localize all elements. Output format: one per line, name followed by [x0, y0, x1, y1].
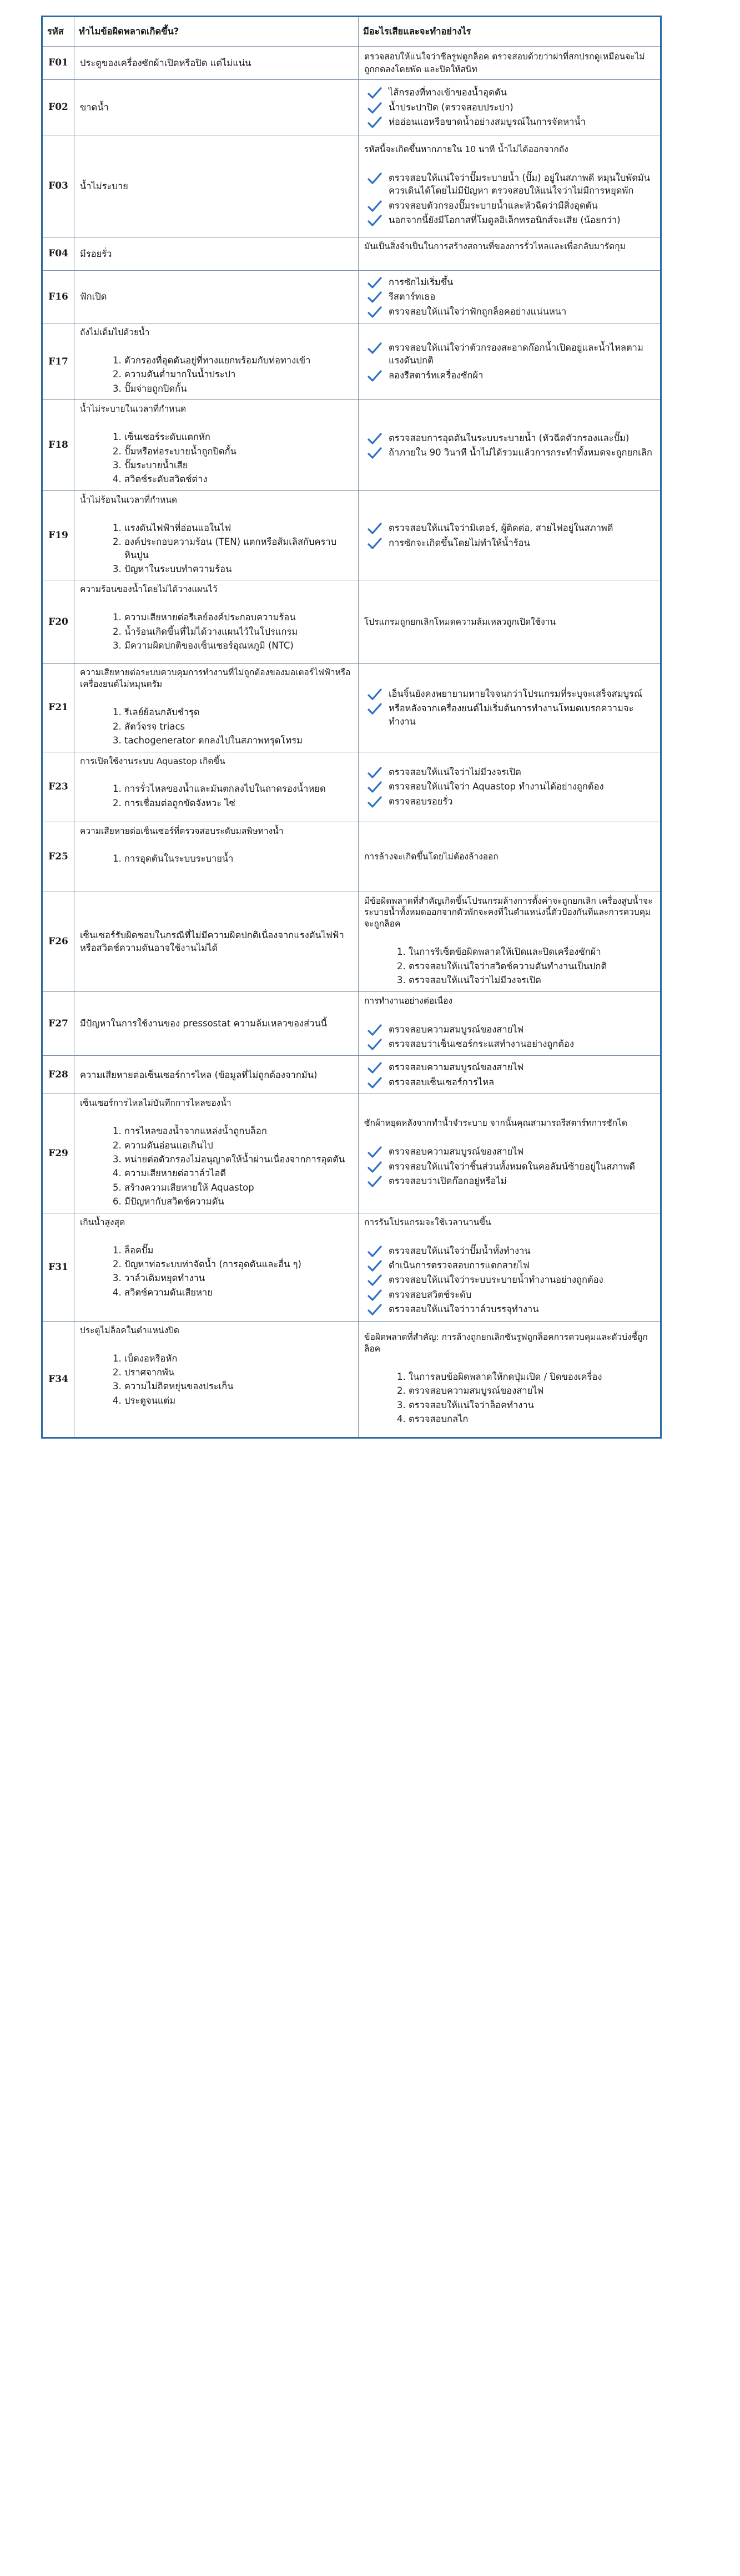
table-row: [42, 580, 661, 664]
fix-text: ตรวจสอบให้แน่ใจว่าซีลรูฟตูกล็อค ตรวจสอบด้วยว่าฝาที่สกปรกดูเหมือนจะไม่ถูกกดลงโดยพัด และปิดให้สนิท: [364, 52, 645, 75]
fix-checklist: [364, 276, 655, 318]
cause-list-item: 1. การอุดตันในระบบระบายน้ำ: [124, 852, 353, 865]
cause-text: น้ำไม่ระบาย: [80, 180, 128, 191]
cause-list-item: 2. ปราศจากพัน: [124, 1366, 353, 1379]
fix-check-item: [364, 687, 655, 700]
fix-check-item: [364, 1175, 655, 1187]
cause-lead: ประตูไม่ล็อคในตำแหน่งปิด: [80, 1325, 179, 1335]
fix-check-text: ตรวจสอบให้แน่ใจว่าตัวกรองสะอาดก๊อกน้ำเปิดอยู่และน้ำไหลตามแรงดันปกติ: [389, 342, 643, 366]
check-icon: [368, 1303, 382, 1317]
spacer: [80, 417, 353, 429]
fix-cell: [359, 892, 661, 991]
cause-cell: [74, 1056, 359, 1094]
cause-lead: ความร้อนของน้ำโดยไม่ได้วางแผนไว้: [80, 584, 218, 595]
fix-cell: [359, 752, 661, 822]
error-code-cell: F23: [42, 752, 74, 822]
cause-text: มีรอยรั่ว: [80, 248, 112, 259]
cause-cell: [74, 892, 359, 991]
cause-list: [80, 522, 353, 576]
fix-check-text: ตรวจสอบรอยรั่ว: [389, 796, 453, 807]
fix-list: [364, 945, 655, 986]
error-code-cell: F34: [42, 1321, 74, 1438]
check-icon: [368, 1161, 382, 1174]
fix-check-text: ไส้กรองที่ทางเข้าของน้ำอุดตัน: [389, 87, 507, 98]
fix-check-text: การซักไม่เริ่มขึ้น: [389, 276, 454, 287]
cause-list: [80, 706, 353, 747]
error-code-cell: F31: [42, 1213, 74, 1321]
cause-list: [80, 1244, 353, 1299]
spacer: [364, 1131, 655, 1143]
table-row: [42, 752, 661, 822]
spacer: [80, 692, 353, 705]
table-row: [42, 664, 661, 752]
fix-check-text: ลองรีสตาร์ทเครื่องซักผ้า: [389, 370, 484, 381]
cause-list-item: 3. ความไม่ถิดหยุ่นของประเก็น: [124, 1380, 353, 1393]
error-code-cell: F29: [42, 1094, 74, 1213]
fix-checklist: [364, 432, 655, 459]
fix-note: มันเป็นสิ่งจำเป็นในการสร้างสถานที่ของการรั่วไหลและเพื่อกลับมารัดกุม: [364, 241, 626, 251]
table-row: [42, 1056, 661, 1094]
cause-text: เซ็นเซอร์รับผิดชอบในกรณีที่ไม่มีความผิดปกติเนื่องจากแรงดันไฟฟ้าหรือสวิตช์ความดันอาจใช้งานไม่ได้: [80, 929, 344, 954]
cause-text: มีปัญหาในการใช้งานของ pressostat ความล้มเหลวของส่วนนี้: [80, 1018, 328, 1029]
cause-lead: ถังไม่เต็มไปด้วยน้ำ: [80, 327, 150, 338]
fix-list-item: 4. ตรวจสอบกลไก: [409, 1413, 655, 1425]
cause-list-item: 4. สวิตช์ความดันเสียหาย: [124, 1286, 353, 1299]
cause-cell: [74, 1321, 359, 1438]
cause-list: [80, 782, 353, 809]
fix-check-item: [364, 214, 655, 226]
check-icon: [368, 276, 382, 290]
fix-checklist: [364, 1061, 655, 1089]
check-icon: [368, 1289, 382, 1302]
fix-text: การล้างจะเกิดขึ้นโดยไม่ต้องล้างออก: [364, 852, 499, 862]
fix-check-text: ตรวจสอบให้แน่ใจว่าปั๊มน้ำทั้งทำงาน: [389, 1245, 531, 1256]
cause-lead: น้ำไม่ระบายในเวลาที่กำหนด: [80, 404, 187, 414]
fix-check-item: [364, 101, 655, 114]
table-row: [42, 323, 661, 400]
cause-lead: เซ็นเซอร์การไหลไม่บันทึกการไหลของน้ำ: [80, 1098, 231, 1109]
cause-cell: [74, 400, 359, 491]
check-icon: [368, 432, 382, 446]
header-fix: มีอะไรเสียและจะทำอย่างไร: [359, 17, 661, 47]
cause-cell: [74, 135, 359, 237]
fix-check-item: [364, 341, 655, 367]
fix-check-text: ตรวจสอบว่าเปิดก๊อกอยู่หรือไม่: [389, 1176, 507, 1187]
check-icon: [368, 172, 382, 185]
check-icon: [368, 1274, 382, 1287]
fix-check-item: [364, 171, 655, 198]
table-row: [42, 270, 661, 323]
fix-cell: [359, 664, 661, 752]
header-cause: ทำไมข้อผิดพลาดเกิดขึ้น?: [74, 17, 359, 47]
fix-list-item: 1. ในการลบข้อผิดพลาดให้กดปุ่มเปิด / ปิดของเครื่อง: [409, 1370, 655, 1383]
fix-check-item: [364, 446, 655, 459]
cause-lead: น้ำไม่ร้อนในเวลาที่กำหนด: [80, 494, 178, 505]
error-code-cell: F16: [42, 270, 74, 323]
fix-check-text: ตรวจสอบสวิตช์ระดับ: [389, 1289, 472, 1300]
fix-check-item: [364, 1244, 655, 1257]
fix-check-item: [364, 522, 655, 534]
fix-cell: [359, 323, 661, 400]
check-icon: [368, 537, 382, 550]
cause-list-item: 3. ปั๊มระบายน้ำเสีย: [124, 459, 353, 472]
fix-note: การทำงานอย่างต่อเนื่อง: [364, 995, 453, 1006]
fix-check-item: [364, 1145, 655, 1158]
fix-cell: [359, 580, 661, 664]
spacer: [80, 1339, 353, 1351]
fix-note: ข้อผิดพลาดที่สำคัญ: การล้างถูกยกเลิกซันรูฟถูกล็อคการควบคุมและตัวบ่งชี้ถูกล็อค: [364, 1332, 648, 1354]
fix-check-text: ตรวจสอบให้แน่ใจว่าชิ้นส่วนทั้งหมดในคอลัมน์ซ้ายอยู่ในสภาพดี: [389, 1161, 635, 1172]
table-row: [42, 79, 661, 135]
check-icon: [368, 688, 382, 701]
error-code-cell: F17: [42, 323, 74, 400]
check-icon: [368, 87, 382, 100]
fix-check-text: รีสตาร์ทเธอ: [389, 291, 436, 302]
cause-lead: การเปิดใช้งานระบบ Aquastop เกิดขึ้น: [80, 756, 225, 766]
cause-list-item: 2. ปั๊มหรือท่อระบายน้ำถูกปิดกั้น: [124, 445, 353, 458]
cause-list-item: 2. น้ำร้อนเกิดขึ้นที่ไม่ได้วางแผนไว้ในโปรแกรม: [124, 625, 353, 638]
check-icon: [368, 522, 382, 535]
check-icon: [368, 291, 382, 304]
check-icon: [368, 116, 382, 129]
error-code-cell: F25: [42, 822, 74, 892]
cause-cell: [74, 1094, 359, 1213]
error-code-cell: F28: [42, 1056, 74, 1094]
fix-list-item: 2. ตรวจสอบความสมบูรณ์ของสายไฟ: [409, 1384, 655, 1397]
fix-check-text: ตรวจสอบการอุดตันในระบบระบายน้ำ (หัวฉีดตัวกรองและปั๊ม): [389, 432, 630, 443]
header-code: รหัส: [42, 17, 74, 47]
fix-check-text: เอ็นจิ้นยังคงพยายามหายใจจนกว่าโปรแกรมที่ระบุจะเสร็จสมบูรณ์: [389, 688, 643, 699]
fix-check-text: หรือหลังจากเครื่องยนต์ไม่เริ่มต้นการทำงานโหมดเบรกความจะทำงาน: [389, 703, 634, 727]
check-icon: [368, 1245, 382, 1258]
cause-list-item: 2. สัตว์จรจ triacs: [124, 720, 353, 733]
fix-list: [364, 1370, 655, 1426]
cause-cell: [74, 490, 359, 580]
error-code-cell: F18: [42, 400, 74, 491]
fix-cell: [359, 47, 661, 80]
fix-checklist: [364, 1023, 655, 1051]
fix-check-text: ตรวจสอบให้แน่ใจว่าไม่มีวงจรเปิด: [389, 766, 521, 777]
spacer: [80, 598, 353, 610]
fix-check-item: [364, 795, 655, 808]
check-icon: [368, 1146, 382, 1159]
cause-list-item: 2. การเชื่อมต่อถูกขัดจังหวะ ไซ่: [124, 797, 353, 809]
check-icon: [368, 342, 382, 355]
fix-check-item: [364, 276, 655, 289]
check-icon: [368, 1076, 382, 1090]
error-code-cell: F02: [42, 79, 74, 135]
table-row: [42, 892, 661, 991]
cause-cell: [74, 580, 359, 664]
fix-cell: [359, 490, 661, 580]
spacer: [80, 341, 353, 353]
cause-list-item: 1. เบ็ดงอหรือหัก: [124, 1352, 353, 1365]
fix-check-item: [364, 115, 655, 128]
cause-list-item: 5. สร้างความเสียหายให้ Aquastop: [124, 1181, 353, 1194]
cause-cell: [74, 237, 359, 270]
spacer: [80, 508, 353, 520]
cause-cell: [74, 323, 359, 400]
cause-lead: ความเสียหายต่อระบบควบคุมการทำงานที่ไม่ถูกต้องของมอเตอร์ไฟฟ้าหรือเครื่องยนต์ไม่หมุนดรัม: [80, 667, 351, 690]
error-code-table-container: [41, 16, 660, 1439]
cause-list-item: 3. หน่ายต่อตัวกรองไม่อนุญาตให้น้ำผ่านเนื่องจากการอุดตัน: [124, 1153, 353, 1166]
spacer: [364, 1231, 655, 1243]
cause-cell: [74, 79, 359, 135]
fix-check-item: [364, 1076, 655, 1089]
fix-checklist: [364, 687, 655, 728]
error-code-table: [41, 16, 662, 1439]
cause-list-item: 1. การไหลของน้ำจากแหล่งน้ำถูกบล็อก: [124, 1125, 353, 1137]
spacer: [80, 769, 353, 781]
fix-check-text: นอกจากนี้ยังมีโอกาสที่โมดูลอิเล็กทรอนิกส์จะเสีย (น้อยกว่า): [389, 215, 621, 226]
cause-list-item: 1. แรงดันไฟฟ้าที่อ่อนแอในไฟ: [124, 522, 353, 534]
table-row: [42, 237, 661, 270]
error-code-cell: F20: [42, 580, 74, 664]
fix-check-item: [364, 766, 655, 778]
table-row: [42, 991, 661, 1056]
check-icon: [368, 102, 382, 115]
fix-list-item: 3. ตรวจสอบให้แน่ใจว่าล็อคทำงาน: [409, 1399, 655, 1411]
table-body: [42, 47, 661, 1438]
cause-list-item: 4. ประตูจนแต่ม: [124, 1394, 353, 1407]
spacer: [364, 1009, 655, 1021]
fix-checklist: [364, 86, 655, 128]
fix-check-text: ดำเนินการตรวจสอบการแตกสายไฟ: [389, 1259, 530, 1271]
table-row: [42, 47, 661, 80]
fix-cell: [359, 237, 661, 270]
fix-check-text: ตรวจสอบให้แน่ใจว่าระบบระบายน้ำทำงานอย่างถูกต้อง: [389, 1274, 603, 1286]
fix-check-text: ตรวจสอบความสมบูรณ์ของสายไฟ: [389, 1146, 524, 1157]
fix-check-item: [364, 369, 655, 382]
cause-list-item: 1. รีเลย์ย้อนกลับชำรุด: [124, 706, 353, 718]
spacer: [364, 158, 655, 170]
fix-checklist: [364, 341, 655, 382]
table-header-row: [42, 17, 661, 47]
cause-lead: ความเสียหายต่อเซ็นเซอร์ที่ตรวจสอบระดับมลพิษทางน้ำ: [80, 826, 284, 836]
cause-list-item: 2. ความดันต่ำมากในน้ำประปา: [124, 368, 353, 381]
fix-note: การรันโปรแกรมจะใช้เวลานานขึ้น: [364, 1217, 491, 1227]
spacer: [364, 1357, 655, 1369]
fix-check-text: น้ำประปาปิด (ตรวจสอบประปา): [389, 102, 514, 113]
check-icon: [368, 306, 382, 319]
table-row: [42, 822, 661, 892]
fix-check-item: [364, 1303, 655, 1315]
fix-check-text: ห่ออ่อนแอหรือขาดน้ำอย่างสมบูรณ์ในการจัดหาน้ำ: [389, 117, 586, 128]
fix-check-item: [364, 1288, 655, 1301]
error-code-cell: F03: [42, 135, 74, 237]
check-icon: [368, 1175, 382, 1188]
error-code-cell: F27: [42, 991, 74, 1056]
check-icon: [368, 1259, 382, 1273]
fix-checklist: [364, 1244, 655, 1316]
fix-list-item: 1. ในการรีเซ็ตข้อผิดพลาดให้เปิดและปิดเครื่องซักผ้า: [409, 945, 655, 958]
fix-check-item: [364, 86, 655, 99]
check-icon: [368, 214, 382, 227]
cause-list-item: 2. ปัญหาท่อระบบท่าจัดน้ำ (การอุดตันและอื่น ๆ): [124, 1258, 353, 1271]
check-icon: [368, 447, 382, 460]
fix-check-item: [364, 199, 655, 212]
fix-cell: [359, 270, 661, 323]
cause-list-item: 1. เซ็นเซอร์ระดับแตกหัก: [124, 431, 353, 443]
cause-cell: [74, 1213, 359, 1321]
fix-check-text: การซักจะเกิดขึ้นโดยไม่ทำให้น้ำร้อน: [389, 537, 530, 548]
table-row: [42, 135, 661, 237]
fix-check-item: [364, 702, 655, 728]
cause-list-item: 1. ความเสียหายต่อรีเลย์องค์ประกอบความร้อน: [124, 611, 353, 624]
fix-check-text: ตรวจสอบความสมบูรณ์ของสายไฟ: [389, 1024, 524, 1035]
spacer: [80, 839, 353, 851]
spacer: [364, 255, 655, 267]
cause-list: [80, 1125, 353, 1208]
cause-list-item: 1. ตัวกรองที่อุดตันอยู่ที่ทางแยกพร้อมกับท่อทางเข้า: [124, 354, 353, 367]
fix-check-text: ตรวจสอบเซ็นเซอร์การไหล: [389, 1076, 495, 1087]
cause-list-item: 3. มีความผิดปกติของเซ็นเซอร์อุณหภูมิ (NTC): [124, 639, 353, 652]
error-code-cell: F01: [42, 47, 74, 80]
fix-check-item: [364, 432, 655, 444]
cause-text: ขาดน้ำ: [80, 102, 109, 113]
cause-cell: [74, 664, 359, 752]
fix-cell: [359, 79, 661, 135]
fix-check-text: ตรวจสอบความสมบูรณ์ของสายไฟ: [389, 1062, 524, 1073]
fix-check-text: ตรวจสอบตัวกรองปั๊มระบายน้ำและหัวฉีดว่ามีสิ่งอุดตัน: [389, 200, 598, 211]
fix-cell: [359, 1094, 661, 1213]
fix-cell: [359, 135, 661, 237]
check-icon: [368, 200, 382, 213]
check-icon: [368, 370, 382, 383]
cause-list-item: 4. ความเสียหายต่อวาล์วไอดี: [124, 1167, 353, 1180]
cause-list-item: 1. ล็อคปั๊ม: [124, 1244, 353, 1257]
fix-check-item: [364, 305, 655, 318]
cause-cell: [74, 822, 359, 892]
error-code-cell: F21: [42, 664, 74, 752]
fix-check-item: [364, 1259, 655, 1272]
fix-note: มีข้อผิดพลาดที่สำคัญเกิดขึ้นโปรแกรมล้างการตั้งค่าจะถูกยกเลิก เครื่องสูบน้ำจะระบายน้ำทั้งหมดออกจากตัวพักจะคงที่ในตำแหน่งนี้ตัวป้องกันที่และการควบคุมจะถูกล็อค: [364, 895, 653, 929]
fix-cell: [359, 400, 661, 491]
table-row: [42, 1321, 661, 1438]
error-code-cell: F19: [42, 490, 74, 580]
cause-list-item: 1. การรั่วไหลของน้ำและมันตกลงไปในถาดรองน้ำหยด: [124, 782, 353, 795]
cause-cell: [74, 270, 359, 323]
fix-cell: [359, 1321, 661, 1438]
table-row: [42, 490, 661, 580]
cause-text: ประตูของเครื่องซักผ้าเปิดหรือปิด แต่ไม่แน่น: [80, 57, 251, 68]
fix-cell: [359, 1213, 661, 1321]
cause-cell: [74, 752, 359, 822]
fix-list-item: 2. ตรวจสอบให้แน่ใจว่าสวิตช์ความดันทำงานเป็นปกติ: [409, 960, 655, 973]
fix-check-text: ตรวจสอบให้แน่ใจว่าฟักถูกล็อคอย่างแน่นหนา: [389, 306, 567, 317]
error-code-cell: F04: [42, 237, 74, 270]
fix-cell: [359, 1056, 661, 1094]
cause-list-item: 4. สวิตช์ระดับสวิตช์ต่าง: [124, 473, 353, 485]
cause-list-item: 3. วาล์วเติมหยุดทำงาน: [124, 1272, 353, 1284]
table-row: [42, 1213, 661, 1321]
fix-check-item: [364, 290, 655, 303]
fix-note: รหัสนี้จะเกิดขึ้นหากภายใน 10 นาที น้ำไม่ได้ออกจากถัง: [364, 144, 568, 155]
check-icon: [368, 796, 382, 809]
spacer: [80, 1231, 353, 1243]
fix-check-item: [364, 537, 655, 549]
cause-text: ความเสียหายต่อเซ็นเซอร์การไหล (ข้อมูลที่ไม่ถูกต้องจากมัน): [80, 1069, 318, 1080]
fix-check-text: ตรวจสอบว่าเซ็นเซอร์กระแสทำงานอย่างถูกต้อง: [389, 1038, 574, 1049]
fix-text: โปรแกรมถูกยกเลิกโหมดความล้มเหลวถูกเปิดใช้งาน: [364, 617, 556, 627]
check-icon: [368, 702, 382, 716]
fix-note: ซักผ้าหยุดหลังจากทำน้ำจำระบาย จากนั้นคุณสามารถรีสตาร์ทการซักได: [364, 1118, 627, 1128]
check-icon: [368, 1024, 382, 1037]
fix-check-text: ตรวจสอบให้แน่ใจว่าปั๊มระบายน้ำ (ปั๊ม) อยู่ในสภาพดี หมุนใบพัดมันควรเดินได้โดยไม่มีปัญหา ตรวจสอบให้แน่ใจว่าไม่มีการหยุดพัก: [389, 172, 651, 196]
cause-list-item: 2. ความดันอ่อนแอเกินไป: [124, 1139, 353, 1152]
check-icon: [368, 1061, 382, 1075]
fix-check-text: ถ้าภายใน 90 วินาที น้ำไม่ได้รวมแล้วการกระทำทั้งหมดจะถูกยกเลิก: [389, 447, 652, 458]
fix-list-item: 3. ตรวจสอบให้แน่ใจว่าไม่มีวงจรเปิด: [409, 974, 655, 986]
cause-list: [80, 431, 353, 486]
check-icon: [368, 781, 382, 794]
fix-check-text: ตรวจสอบให้แน่ใจว่า Aquastop ทำงานได้อย่างถูกต้อง: [389, 781, 604, 792]
cause-list-item: 3. ปัญหาในระบบทำความร้อน: [124, 563, 353, 575]
fix-check-item: [364, 1160, 655, 1173]
spacer: [80, 1111, 353, 1123]
cause-list: [80, 1352, 353, 1408]
table-row: [42, 1094, 661, 1213]
check-icon: [368, 1038, 382, 1051]
fix-check-text: ตรวจสอบให้แน่ใจว่าวาล์วบรรจุทำงาน: [389, 1304, 539, 1315]
error-code-cell: F26: [42, 892, 74, 991]
cause-cell: [74, 47, 359, 80]
cause-list-item: 2. องค์ประกอบความร้อน (TEN) แตกหรือส้มเลิสกับคราบหินปูน: [124, 535, 353, 561]
cause-list-item: 3. tachogenerator ตกลงไปในสภาพทรุดโทรม: [124, 734, 353, 747]
fix-check-text: ตรวจสอบให้แน่ใจว่ามิเตอร์, ผู้ติดต่อ, สายไฟอยู่ในสภาพดี: [389, 523, 613, 534]
fix-cell: [359, 991, 661, 1056]
spacer: [364, 932, 655, 944]
check-icon: [368, 766, 382, 780]
cause-list: [80, 354, 353, 395]
cause-list: [80, 611, 353, 652]
fix-check-item: [364, 1023, 655, 1036]
fix-cell: [359, 822, 661, 892]
fix-check-item: [364, 1061, 655, 1074]
fix-check-item: [364, 1273, 655, 1286]
fix-checklist: [364, 522, 655, 549]
fix-check-item: [364, 780, 655, 793]
cause-text: ฟักเปิด: [80, 291, 107, 302]
cause-list-item: 6. มีปัญหากับสวิตช์ความดัน: [124, 1195, 353, 1208]
cause-list-item: 3. ปั๊มจ่ายถูกปิดกั้น: [124, 382, 353, 395]
fix-checklist: [364, 171, 655, 227]
fix-checklist: [364, 1145, 655, 1187]
cause-list: [80, 852, 353, 865]
fix-checklist: [364, 766, 655, 808]
fix-check-item: [364, 1038, 655, 1050]
cause-lead: เกินน้ำสูงสุด: [80, 1217, 125, 1227]
cause-cell: [74, 991, 359, 1056]
table-row: [42, 400, 661, 491]
